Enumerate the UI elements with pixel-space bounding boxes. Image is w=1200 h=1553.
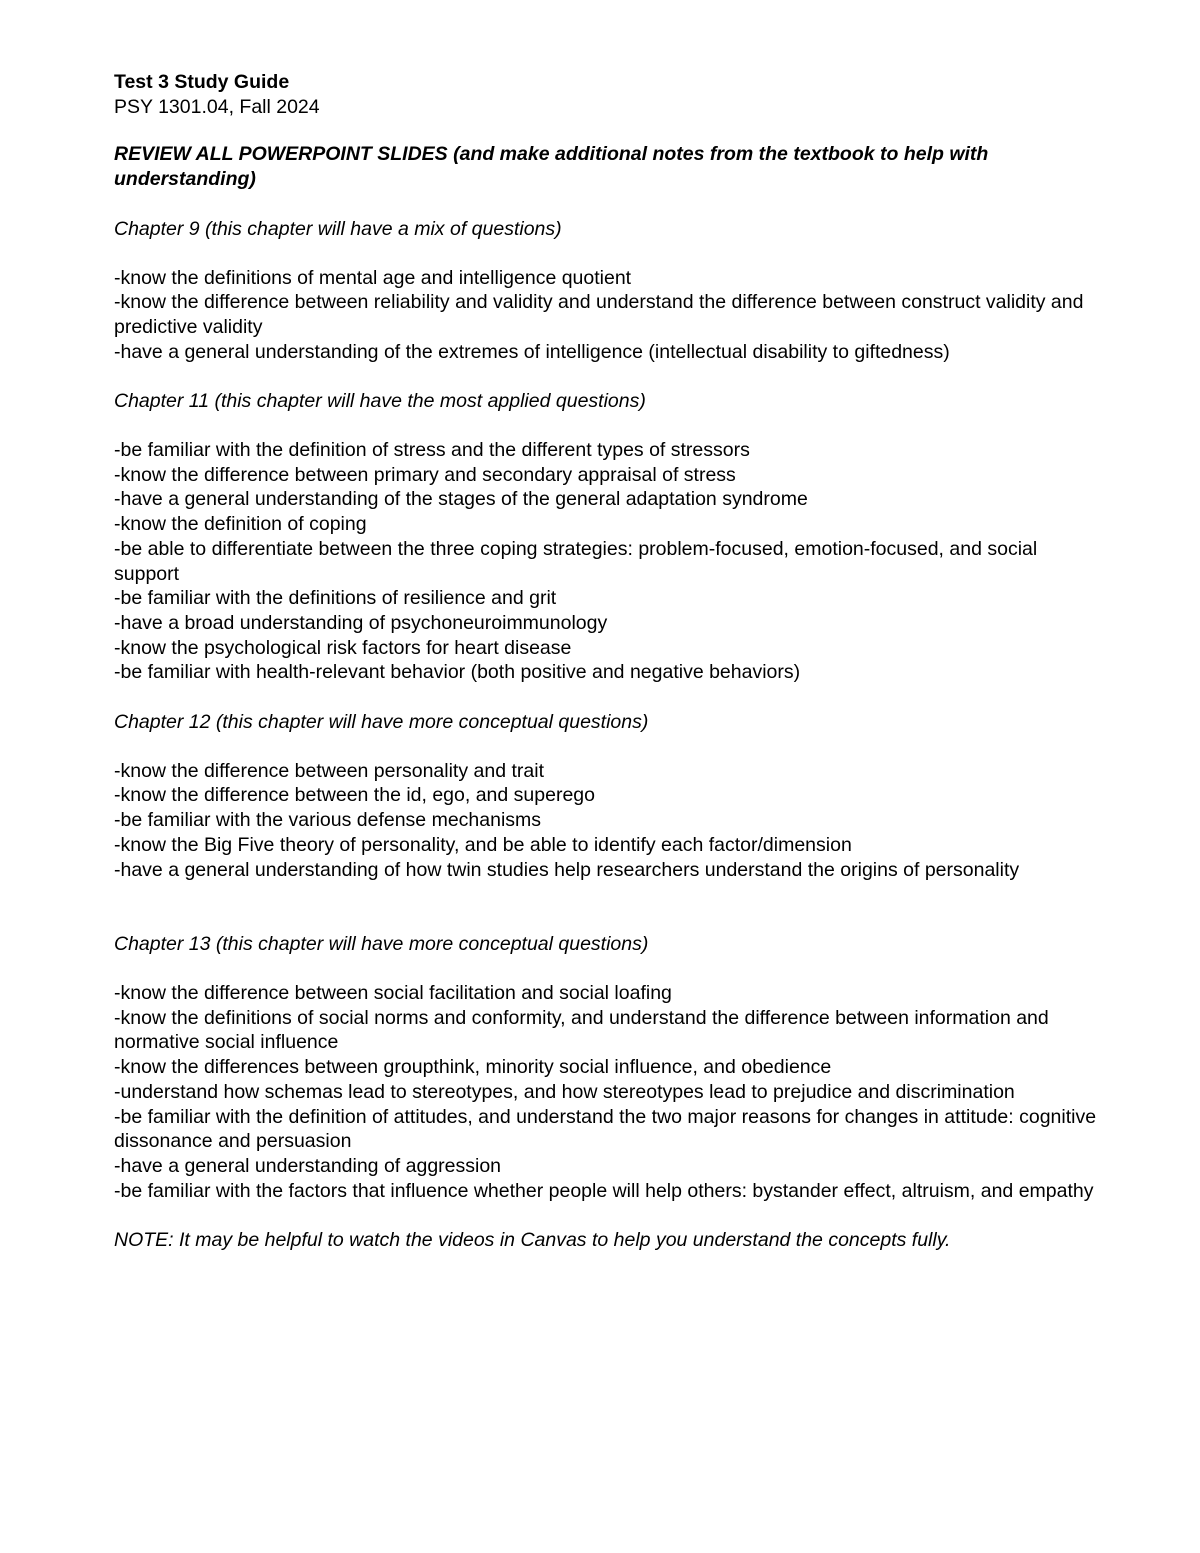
list-item: -be familiar with the definition of attitudes, and understand the two major reasons for changes in attitude: cognitive dissonance and persuasion [114, 1105, 1097, 1153]
list-item: -have a general understanding of the stages of the general adaptation syndrome [114, 488, 808, 511]
list-item: -be familiar with the definition of stress and the different types of stressors [114, 439, 750, 462]
chapter-9-list [114, 266, 1104, 365]
closing-note: NOTE: It may be helpful to watch the videos in Canvas to help you understand the concepts fully. [114, 1229, 951, 1252]
list-item: -have a broad understanding of psychoneuroimmunology [114, 611, 608, 634]
list-item: -know the difference between reliability and validity and understand the difference between construct validity and predictive validity [114, 291, 1084, 338]
list-item: -be familiar with the various defense mechanisms [114, 809, 542, 832]
list-item: -understand how schemas lead to stereotypes, and how stereotypes lead to prejudice and discrimination [114, 1080, 1015, 1103]
chapter-11-list [114, 438, 1104, 685]
chapter-13-heading: Chapter 13 (this chapter will have more conceptual questions) [114, 933, 649, 956]
chapter-9-heading: Chapter 9 (this chapter will have a mix of questions) [114, 217, 562, 240]
list-item: -have a general understanding of how twin studies help researchers understand the origins of personality [114, 858, 1020, 881]
list-item: -know the definitions of social norms and conformity, and understand the difference between information and normative social influence [114, 1006, 1049, 1054]
chapter-11-heading: Chapter 11 (this chapter will have the most applied questions) [114, 390, 646, 413]
list-item: -know the difference between social facilitation and social loafing [114, 981, 672, 1004]
list-item: -have a general understanding of the extremes of intelligence (intellectual disability to giftedness) [114, 340, 950, 363]
list-item: -know the difference between the id, ego, and superego [114, 784, 595, 807]
list-item: -have a general understanding of aggression [114, 1154, 502, 1177]
review-instruction: REVIEW ALL POWERPOINT SLIDES (and make additional notes from the textbook to help with understanding) [114, 143, 989, 191]
document-title: Test 3 Study Guide [114, 71, 290, 93]
list-item: -be able to differentiate between the three coping strategies: problem-focused, emotion-focused, and social support [114, 537, 1038, 585]
list-item: -be familiar with the definitions of resilience and grit [114, 587, 557, 610]
list-item: -be familiar with the factors that influence whether people will help others: bystander effect, altruism, and empathy [114, 1179, 1094, 1202]
list-item: -know the psychological risk factors for heart disease [114, 636, 572, 659]
course-info: PSY 1301.04, Fall 2024 [114, 95, 320, 118]
list-item: -know the difference between primary and secondary appraisal of stress [114, 463, 736, 486]
list-item: -know the definitions of mental age and intelligence quotient [114, 266, 632, 289]
chapter-13-list [114, 981, 1104, 1203]
list-item: -know the differences between groupthink, minority social influence, and obedience [114, 1056, 832, 1079]
list-item: -know the definition of coping [114, 513, 367, 536]
list-item: -know the difference between personality and trait [114, 759, 544, 782]
chapter-12-heading: Chapter 12 (this chapter will have more conceptual questions) [114, 711, 649, 734]
chapter-12-list [114, 759, 1104, 883]
list-item: -be familiar with health-relevant behavior (both positive and negative behaviors) [114, 661, 801, 684]
list-item: -know the Big Five theory of personality, and be able to identify each factor/dimension [114, 833, 852, 856]
study-guide-page [114, 70, 1104, 1253]
